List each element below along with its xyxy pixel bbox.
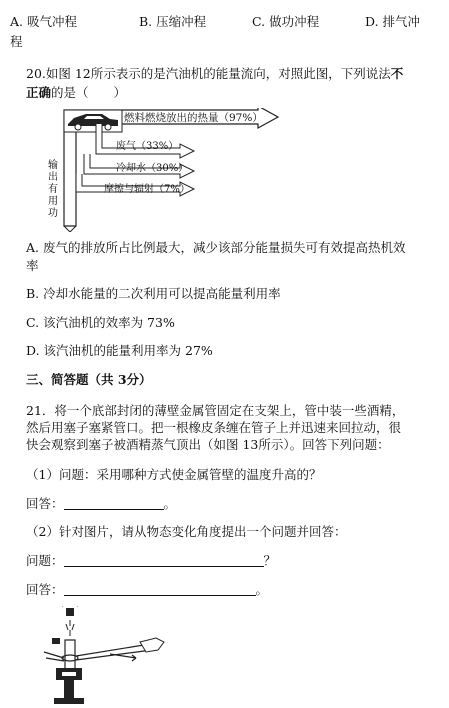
coolant-label: 冷却水（30%） (116, 163, 189, 174)
svg-text:有: 有 (48, 184, 58, 195)
svg-text:用: 用 (48, 196, 58, 207)
vapor-icon (66, 620, 74, 636)
q19-option-a: A. 吸气冲程 (10, 14, 77, 29)
q19-option-b: B. 压缩冲程 (139, 14, 207, 29)
metal-tube-figure (40, 606, 170, 706)
fuel-heat-label: 燃料燃烧放出的热量（97%） (124, 112, 263, 124)
friction-label: 摩擦与辐射（7%） (104, 184, 190, 195)
stand-icon (54, 668, 84, 704)
q20-stem-line2 (26, 83, 126, 101)
q20-option-d: D. 该汽油机的能量利用率为 27% (26, 343, 213, 358)
hand-icon (140, 638, 164, 652)
answer-end-punct: 。 (163, 496, 177, 511)
svg-text:功: 功 (48, 208, 58, 219)
q21-stem-line3: 快会观察到塞子被酒精蒸气顶出（如图 13所示）。回答下列问题： (26, 437, 390, 452)
useful-work-arrowhead (64, 226, 76, 232)
exhaust-label: 废气（33%） (116, 141, 179, 152)
answer-label: 回答： (26, 496, 64, 511)
rubber-band-icon (44, 644, 152, 661)
answer-end-punct-2: 。 (255, 582, 269, 597)
q19-option-c: C. 做功冲程 (252, 14, 320, 29)
q21-stem-line2: 然后用塞子塞紧管口。把一根橡皮条缠在管子上并迅速来回拉动，很 (26, 420, 402, 435)
q20-stem-emphasis-2: 正确 (26, 85, 52, 100)
answer-blank-1[interactable] (64, 497, 164, 510)
car-icon (64, 110, 122, 132)
q21-sub1-question: （1）问题：采用哪种方式使金属管壁的温度升高的？ (26, 467, 322, 482)
q20-stem-text: 20.如图 12所示表示的是汽油机的能量流向，对照此图，下列说法 (26, 66, 391, 81)
q20-stem (26, 64, 403, 82)
q21-sub2-prompt: （2）针对图片，请从物态变化角度提出一个问题并回答： (26, 524, 347, 539)
q21-sub2-answer (26, 580, 268, 598)
q20-stem-emphasis: 不 (390, 66, 404, 81)
answer-blank-2[interactable] (64, 583, 256, 596)
svg-text:出: 出 (48, 172, 58, 183)
q20-option-b: B. 冷却水能量的二次利用可以提高能量利用率 (26, 286, 281, 301)
answer-label-2: 回答： (26, 582, 64, 597)
q20-option-a: A. 废气的排放所占比例最大，减少该部分能量损失可有效提高热机效 (26, 240, 406, 255)
clamp-icon (52, 638, 60, 644)
stopper-icon (62, 606, 78, 616)
svg-text:输: 输 (48, 160, 58, 171)
useful-work-label (48, 158, 58, 219)
q21-sub1-answer (26, 494, 176, 512)
question-blank[interactable] (64, 554, 264, 567)
q21-sub2-question (26, 551, 276, 569)
q21-stem-line1: 21．将一个底部封闭的薄壁金属管固定在支架上，管中装一些酒精， (26, 403, 405, 418)
q19-option-d: D. 排气冲 (365, 14, 421, 29)
energy-flow-diagram (44, 108, 284, 232)
question-end-punct: ？ (263, 553, 277, 568)
q20-option-a-wrap: 率 (26, 258, 39, 273)
question-label: 问题： (26, 553, 64, 568)
metal-tube-icon (65, 640, 75, 672)
q20-option-c: C. 该汽油机的效率为 73% (26, 315, 175, 330)
q20-stem-text-2: 的是（ ） (51, 85, 127, 100)
q19-option-d-wrap: 程 (10, 34, 23, 49)
section-3-heading: 三、简答题（共 3分） (26, 372, 152, 387)
